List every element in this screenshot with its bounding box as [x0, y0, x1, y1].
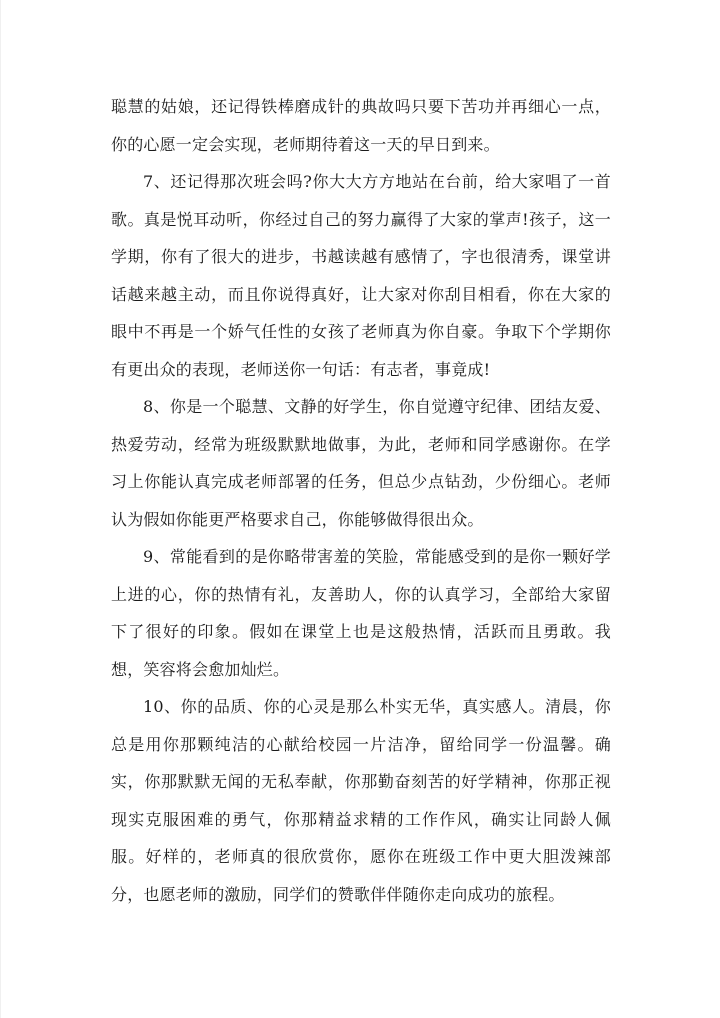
document-body [111, 88, 611, 913]
paragraph-comment-9: 9、常能看到的是你略带害羞的笑脸，常能感受到的是你一颗好学上进的心，你的热情有礼，友善助人，你的认真学习，全部给大家留下了很好的印象。假如在课堂上也是这般热情，活跃而且勇敢。我想，笑容将会愈加灿烂。 [111, 547, 611, 679]
paragraph-comment-8: 8、你是一个聪慧、文静的好学生，你自觉遵守纪律、团结友爱、热爱劳动，经常为班级默默地做事，为此，老师和同学感谢你。在学习上你能认真完成老师部署的任务，但总少点钻劲，少份细心。老师认为假如你能更严格要求自己，你能够做得很出众。 [111, 397, 611, 529]
paragraph-intro-continuation: 聪慧的姑娘，还记得铁棒磨成针的典故吗只要下苦功并再细心一点，你的心愿一定会实现，老师期待着这一天的早日到来。 [111, 97, 611, 154]
paragraph-comment-10: 10、你的品质、你的心灵是那么朴实无华，真实感人。清晨，你总是用你那颗纯洁的心献给校园一片洁净，留给同学一份温馨。确实，你那默默无闻的无私奉献，你那勤奋刻苦的好学精神，你那正视现实克服困难的勇气，你那精益求精的工作作风，确实让同龄人佩服。好样的，老师真的很欣赏你，愿你在班级工作中更大胆泼辣部分，也愿老师的激励，同学们的赞歌伴伴随你走向成功的旅程。 [111, 697, 611, 904]
paragraph-comment-7: 7、还记得那次班会吗?你大大方方地站在台前，给大家唱了一首歌。真是悦耳动听，你经过自己的努力赢得了大家的掌声!孩子，这一学期，你有了很大的进步，书越读越有感情了，字也很清秀，课堂讲话越来越主动，而且你说得真好，让大家对你刮目相看，你在大家的眼中不再是一个娇气任性的女孩了老师真为你自豪。争取下个学期你有更出众的表现，老师送你一句话：有志者，事竟成! [111, 172, 611, 379]
